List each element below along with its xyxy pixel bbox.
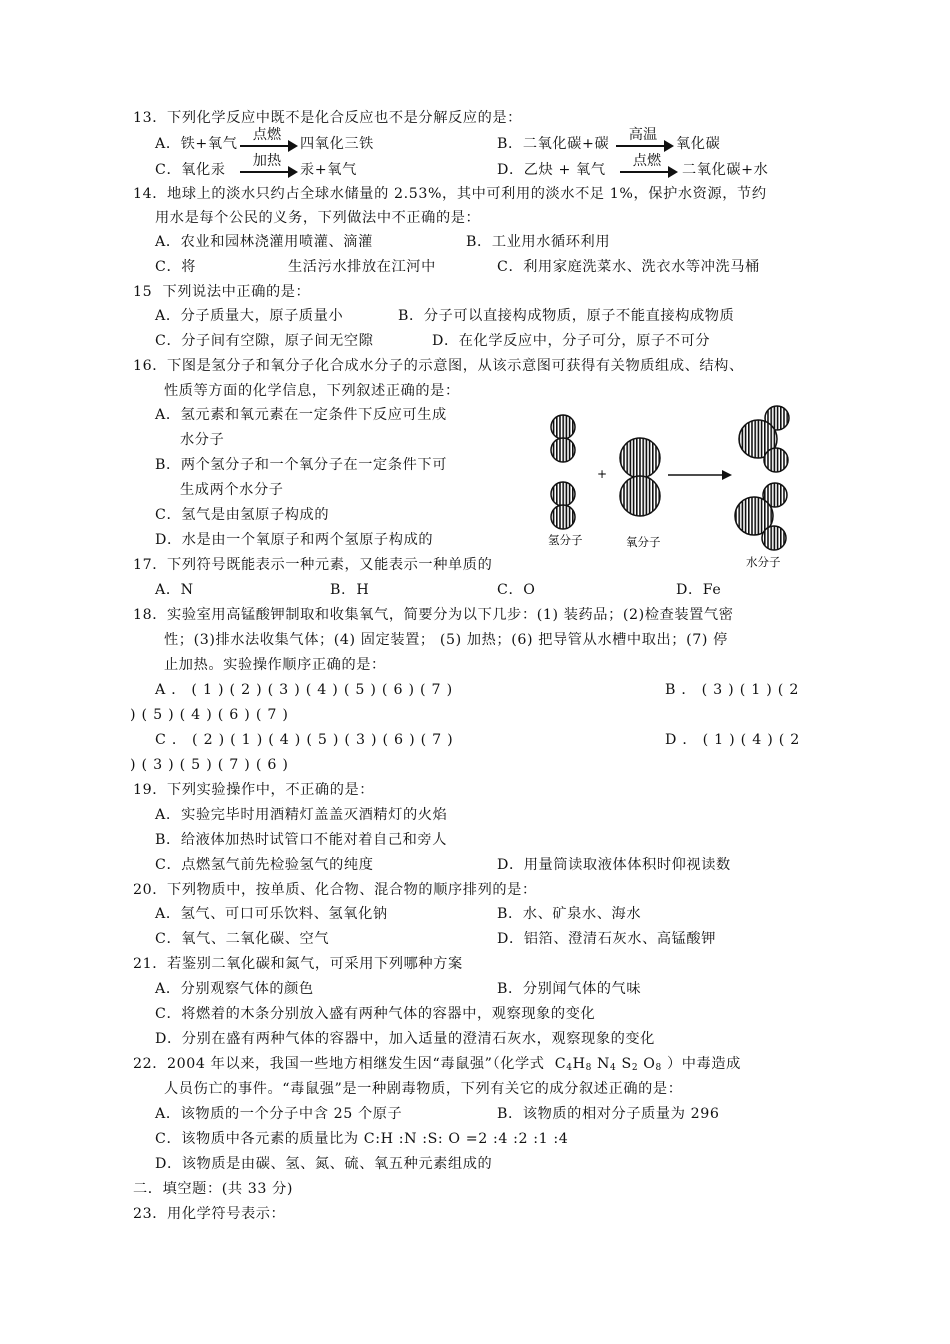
q20-option-d: D．铝箔、澄清石灰水、高锰酸钾: [497, 931, 717, 947]
q18-option-c: C．(2)(1)(4)(5)(3)(6)(7): [155, 732, 459, 748]
q14-option-a: A．农业和园林浇灌用喷灌、滴灌: [155, 234, 373, 250]
plus-sign: +: [597, 467, 608, 481]
q13-option-b-left: B．二氧化碳+碳: [497, 136, 610, 152]
q22-option-d: D．该物质是由碳、氢、氮、硫、氧五种元素组成的: [155, 1156, 493, 1172]
q13-option-c-left: C．氧化汞: [155, 162, 226, 178]
q17-option-b: B. H: [330, 582, 370, 598]
q14-option-b: B．工业用水循环利用: [466, 234, 611, 250]
q16-option-d: D．水是由一个氧原子和两个氢原子构成的: [155, 532, 434, 548]
formula-subscript-c: 4: [566, 1063, 573, 1073]
q18-stem-line3: 止加热。实验操作顺序正确的是：: [164, 657, 386, 673]
q18-stem-line2: 性；(3)排水法收集气体；(4) 固定装置； (5) 加热；(6) 把导管从水槽中取出；(7) 停: [164, 632, 728, 648]
q20-option-b: B．水、矿泉水、海水: [497, 906, 642, 922]
q15-option-c: C．分子间有空隙，原子间无空隙: [155, 333, 374, 349]
q14-stem-line1: 14．地球上的淡水只约占全球水储量的 2.53%，其中可利用的淡水不足 1%，保护水资源，节约: [133, 186, 767, 202]
q22-stem-line2: 人员伤亡的事件。“毒鼠强”是一种剧毒物质，下列有关它的成分叙述正确的是：: [164, 1081, 683, 1097]
q13-stem: 13．下列化学反应中既不是化合反应也不是分解反应的是：: [133, 110, 522, 126]
q22-stem-line1: [133, 1054, 741, 1078]
q16-option-a-line2: 水分子: [180, 432, 225, 448]
q21-option-c: C．将燃着的木条分别放入盛有两种气体的容器中，观察现象的变化: [155, 1006, 596, 1022]
q13-b-condition: 高温: [628, 127, 658, 143]
q14-option-c-part1: C．将: [155, 259, 197, 275]
arrow-head-icon: [288, 140, 298, 152]
q14-stem-line2: 用水是每个公民的义务，下列做法中不正确的是：: [155, 210, 481, 226]
molecule-reaction-diagram: [540, 398, 820, 578]
formula-subscript-s: 2: [631, 1063, 639, 1073]
hydrogen-molecule-bottom: [551, 482, 575, 529]
reaction-arrow: [668, 470, 732, 480]
q15-option-d: D．在化学反应中，分子可分，原子不可分: [432, 333, 711, 349]
q18-option-d-line2: )(3)(5)(7)(6): [130, 757, 294, 773]
q14-option-d: C．利用家庭洗菜水、洗衣水等冲洗马桶: [497, 259, 760, 275]
arrow-line: [240, 145, 290, 147]
q16-option-b-line2: 生成两个水分子: [180, 482, 284, 498]
q14-option-c-part2: 生活污水排放在江河中: [288, 259, 436, 275]
formula-element-s: S: [621, 1056, 632, 1072]
q17-option-a: A．N: [155, 582, 194, 598]
q19-option-d: D．用量筒读取液体体积时仰视读数: [497, 857, 731, 873]
arrow-head-icon: [288, 166, 298, 178]
q17-option-d: D．Fe: [676, 582, 722, 598]
q16-option-c: C．氢气是由氢原子构成的: [155, 507, 330, 523]
arrow-line: [620, 171, 670, 173]
arrow-head-icon: [668, 166, 678, 178]
formula-subscript-o: 8: [655, 1063, 662, 1073]
q13-a-condition: 点燃: [252, 127, 282, 143]
water-molecule-top: [739, 406, 789, 472]
q13-option-b-right: 氧化碳: [676, 136, 721, 152]
q21-option-d: D．分别在盛有两种气体的容器中，加入适量的澄清石灰水，观察现象的变化: [155, 1031, 655, 1047]
q19-option-b: B．给液体加热时试管口不能对着自己和旁人: [155, 832, 447, 848]
q19-stem: 19．下列实验操作中，不正确的是：: [133, 782, 375, 798]
formula-element-h: H: [572, 1056, 586, 1072]
q23-stem: 23．用化学符号表示：: [133, 1206, 286, 1222]
q15-option-a: A．分子质量大，原子质量小: [155, 308, 344, 324]
q18-option-b-line2: )(5)(4)(6)(7): [130, 707, 294, 723]
q13-a-arrow: [236, 127, 298, 153]
q13-b-arrow: [612, 127, 674, 153]
q13-option-c-right: 汞+氧气: [300, 162, 357, 178]
q18-option-a: A．(1)(2)(3)(4)(5)(6)(7): [155, 682, 459, 698]
q16-stem-line1: 16．下图是氢分子和氧分子化合成水分子的示意图，从该示意图可获得有关物质组成、结构、: [133, 358, 744, 374]
water-molecule-label: 水分子: [746, 555, 781, 569]
formula-element-n: N: [597, 1056, 611, 1072]
q16-stem-line2: 性质等方面的化学信息，下列叙述正确的是：: [164, 383, 460, 399]
arrow-line: [616, 145, 666, 147]
q16-option-a-line1: A．氢元素和氧元素在一定条件下反应可生成: [155, 407, 447, 423]
q19-option-a: A. 实验完毕时用酒精灯盖盖灭酒精灯的火焰: [155, 807, 448, 823]
formula-element-o: O: [643, 1056, 656, 1072]
q21-stem: 21．若鉴别二氧化碳和氮气，可采用下列哪种方案: [133, 956, 463, 972]
oxygen-molecule-label: 氧分子: [626, 535, 661, 549]
q15-stem: 15 下列说法中正确的是：: [133, 284, 311, 300]
hydrogen-molecule-label: 氢分子: [548, 533, 583, 547]
q18-stem-line1: 18．实验室用高锰酸钾制取和收集氧气，简要分为以下几步：(1) 装药品；(2)检查装置气密: [133, 607, 734, 623]
q20-option-a: A．氢气、可口可乐饮料、氢氧化钠: [155, 906, 388, 922]
q22-stem-intro: 22．2004 年以来，我国一些地方相继发生因“毒鼠强”（化学式 C: [133, 1056, 567, 1072]
q18-option-d-line1: D．(1)(4)(2: [665, 732, 806, 748]
q15-option-b: B．分子可以直接构成物质，原子不能直接构成物质: [398, 308, 735, 324]
q13-c-condition: 加热: [252, 153, 282, 169]
arrow-head-icon: [664, 140, 674, 152]
arrow-line: [240, 171, 290, 173]
section-heading-fill-in: 二．填空题：(共 33 分): [133, 1181, 294, 1197]
q13-c-arrow: [236, 153, 298, 179]
q13-d-arrow: [616, 153, 678, 179]
formula-subscript-h: 8: [585, 1063, 592, 1073]
q20-option-c: C．氧气、二氧化碳、空气: [155, 931, 330, 947]
q16-option-b-line1: B．两个氢分子和一个氧分子在一定条件下可: [155, 457, 447, 473]
q22-option-a: A．该物质的一个分子中含 25 个原子: [155, 1106, 403, 1122]
q22-option-c: C．该物质中各元素的质量比为 C:H :N :S: O =2 :4 :2 :1 :4: [155, 1131, 569, 1147]
q13-d-condition: 点燃: [632, 153, 662, 169]
q17-option-c: C．O: [497, 582, 536, 598]
water-molecule-bottom: [735, 483, 787, 550]
q20-stem: 20．下列物质中，按单质、化合物、混合物的顺序排列的是：: [133, 882, 537, 898]
q13-option-d-right: 二氧化碳+水: [682, 162, 769, 178]
q18-option-b-line1: B．(3)(1)(2: [665, 682, 805, 698]
q13-option-a-left: A．铁+氧气: [155, 136, 238, 152]
q22-option-b: B．该物质的相对分子质量为 296: [497, 1106, 720, 1122]
formula-subscript-n: 4: [610, 1063, 617, 1073]
q21-option-b: B．分别闻气体的气味: [497, 981, 642, 997]
oxygen-molecule: [620, 438, 660, 516]
q17-stem: 17．下列符号既能表示一种元素，又能表示一种单质的: [133, 557, 493, 573]
q13-option-a-right: 四氧化三铁: [300, 136, 374, 152]
hydrogen-molecule-top: [551, 415, 575, 462]
q21-option-a: A．分别观察气体的颜色: [155, 981, 314, 997]
q19-option-c: C．点燃氢气前先检验氢气的纯度: [155, 857, 374, 873]
q22-stem-tail: ）中毒造成: [666, 1056, 741, 1072]
q13-option-d-left: D．乙炔 + 氧气: [497, 162, 606, 178]
